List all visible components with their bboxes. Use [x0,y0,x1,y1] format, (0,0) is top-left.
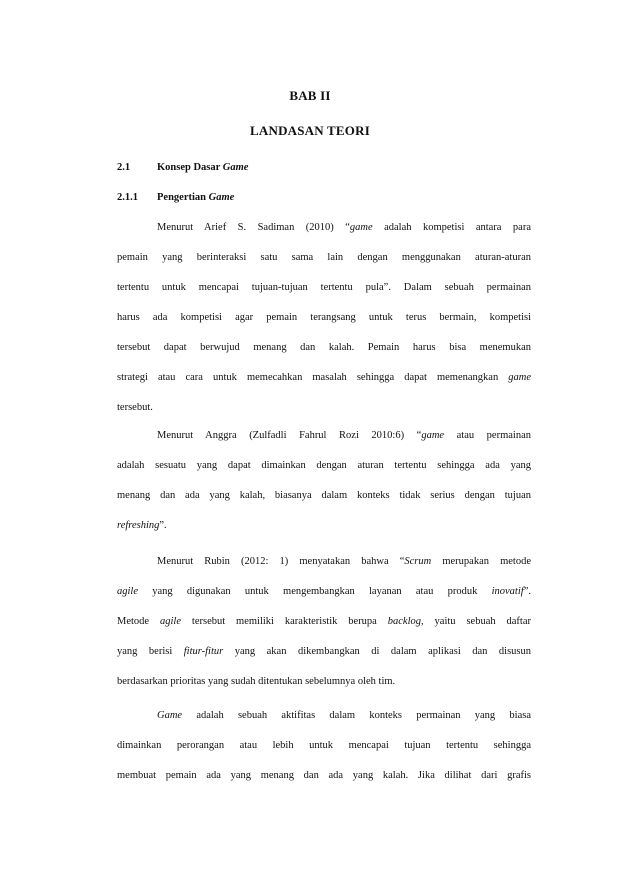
section-title: Konsep Dasar [157,162,223,173]
text-run: ”. [523,586,531,597]
text-run: tertentu untuk mencapai tujuan-tujuan tertentu pula”. Dalam sebuah permainan [117,282,531,293]
paragraph-line [157,710,531,721]
paragraph-line [117,520,167,531]
paragraph-line [117,282,531,293]
text-run: Menurut Rubin (2012: 1) menyatakan bahwa “ [157,556,405,567]
italic-term: fitur-fitur [183,646,224,657]
paragraph-line [117,740,531,751]
text-run: dimainkan perorangan atau lebih untuk mencapai tujuan tertentu sehingga [117,740,531,751]
text-run: adalah sebuah aktifitas dalam konteks permainan yang biasa [182,710,531,721]
section-title-italic: Game [222,162,249,173]
italic-term: game [421,430,445,441]
text-run: strategi atau cara untuk memecahkan masalah sehingga dapat memenangkan [117,372,509,383]
subsection-title: Pengertian [157,192,209,203]
italic-term: agile [117,586,138,597]
text-run: adalah kompetisi antara para [372,222,531,233]
paragraph-line [117,490,531,501]
section-heading [117,162,248,173]
italic-term: Scrum [404,556,432,567]
paragraph-line [117,460,531,471]
chapter-number: BAB II [289,88,331,103]
text-run: merupakan metode [431,556,531,567]
text-run: tersebut. [117,402,153,413]
paragraph-line [157,222,531,233]
paragraph-line [157,430,531,441]
section-number: 2.1 [117,162,131,173]
text-run: yang berisi [117,646,184,657]
chapter-title: LANDASAN TEORI [250,123,370,138]
italic-term: backlog [387,616,422,627]
paragraph-line [117,616,531,627]
italic-term: game [508,372,531,383]
subsection-heading [117,192,234,203]
paragraph-line [117,586,531,597]
paragraph-line [117,372,531,383]
paragraph-line [117,312,531,323]
subsection-title-italic: Game [208,192,235,203]
text-run: harus ada kompetisi agar pemain terangsang untuk terus bermain, kompetisi [117,312,531,323]
paragraph-line [117,342,531,353]
text-run: tersebut memiliki karakteristik berupa [181,616,388,627]
text-run: pemain yang berinteraksi satu sama lain dengan menggunakan aturan-aturan [117,252,531,263]
text-run: yang digunakan untuk mengembangkan layanan atau produk [138,586,492,597]
italic-term: inovatif [491,586,524,597]
text-run: ”. [159,520,167,531]
paragraph-line [117,770,531,781]
text-run: membuat pemain ada yang menang dan ada yang kalah. Jika dilihat dari grafis [117,770,531,781]
text-run: yang akan dikembangkan di dalam aplikasi dan disusun [223,646,531,657]
italic-term: Game [157,710,183,721]
paragraph-line [117,402,153,413]
text-run: Metode [117,616,160,627]
paragraph-line [117,646,531,657]
paragraph-line [117,676,395,687]
text-run: Menurut Arief S. Sadiman (2010) “ [157,222,350,233]
text-run: Menurut Anggra (Zulfadli Fahrul Rozi 2010:6) “ [157,430,422,441]
italic-term: refreshing [117,520,160,531]
text-run: berdasarkan prioritas yang sudah ditentukan sebelumnya oleh tim. [117,676,396,687]
subsection-number: 2.1.1 [117,192,138,203]
text-run: , yaitu sebuah daftar [421,616,532,627]
italic-term: agile [160,616,181,627]
paragraph-line [117,252,531,263]
text-run: adalah sesuatu yang dapat dimainkan dengan aturan tertentu sehingga ada yang [117,460,531,471]
text-run: menang dan ada yang kalah, biasanya dalam konteks tidak serius dengan tujuan [117,490,531,501]
italic-term: game [349,222,373,233]
paragraph-line [157,556,531,567]
text-run: atau permainan [444,430,531,441]
text-run: tersebut dapat berwujud menang dan kalah. Pemain harus bisa menemukan [117,342,531,353]
